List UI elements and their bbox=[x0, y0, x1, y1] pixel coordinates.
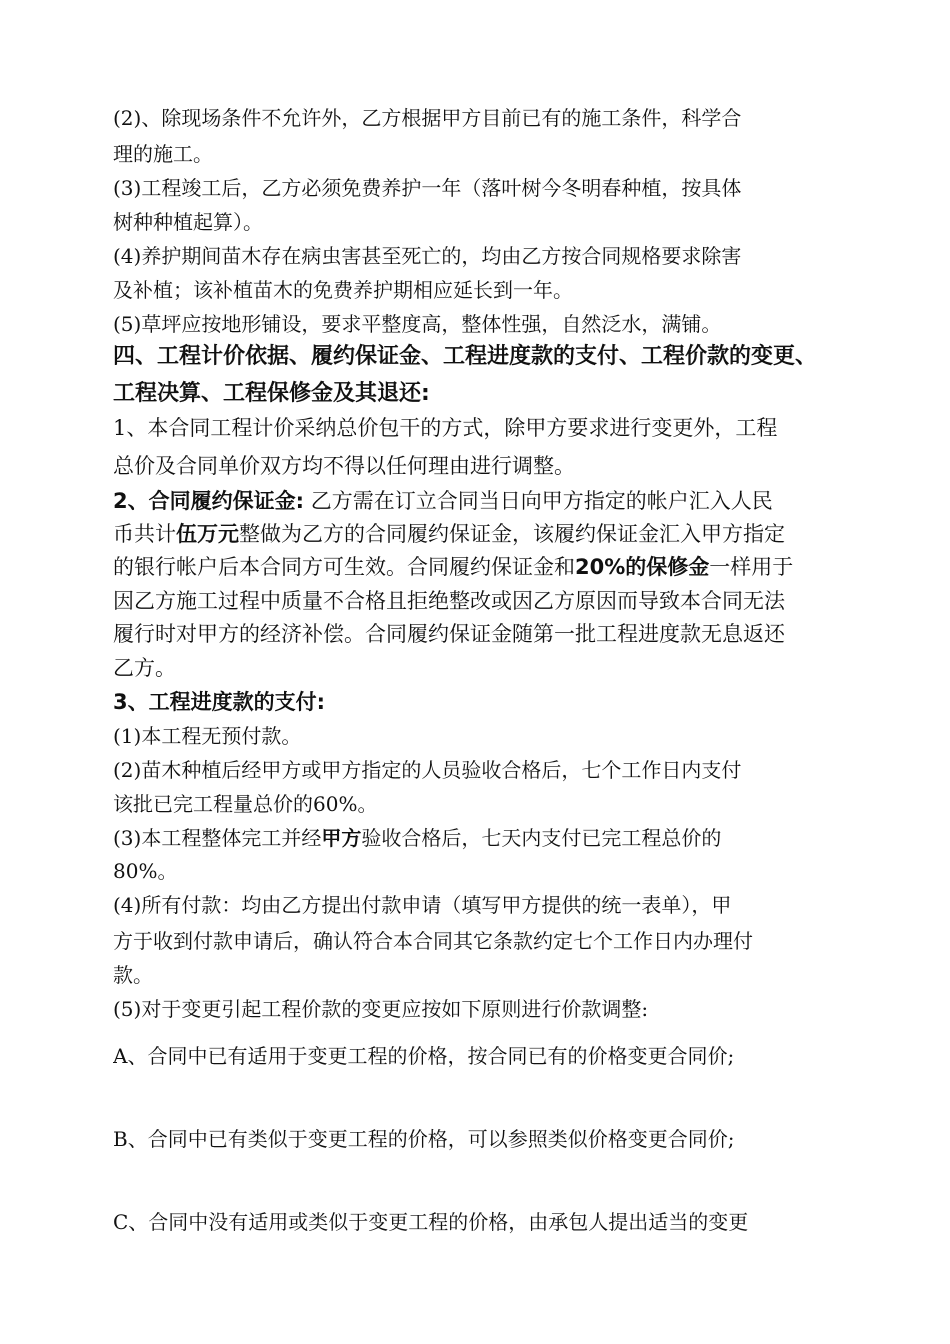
text-span: 验收合格后，七天内支付已完工程总价的 bbox=[361, 826, 722, 850]
text-line: (4)养护期间苗木存在病虫害甚至死亡的，均由乙方按合同规格要求除害 bbox=[113, 244, 742, 268]
text-line: 乙方。 bbox=[113, 656, 176, 680]
clause-heading: 2、合同履约保证金: bbox=[113, 489, 305, 513]
text-line: 该批已完工程量总价的60%。 bbox=[113, 792, 378, 816]
text-span: 一样用于 bbox=[709, 555, 794, 579]
text-line bbox=[113, 824, 843, 852]
text-line: C、合同中没有适用或类似于变更工程的价格，由承包人提出适当的变更 bbox=[113, 1210, 749, 1234]
text-line: A、合同中已有适用于变更工程的价格，按合同已有的价格变更合同价; bbox=[113, 1044, 735, 1068]
clause-heading: 3、工程进度款的支付: bbox=[113, 690, 326, 714]
text-line: (1)本工程无预付款。 bbox=[113, 724, 302, 748]
text-span: 乙方需在订立合同当日向甲方指定的帐户汇入人民 bbox=[304, 489, 773, 513]
bold-term: 甲方 bbox=[321, 826, 362, 850]
text-line: 树种种植起算）。 bbox=[113, 210, 263, 234]
text-line: (5)对于变更引起工程价款的变更应按如下原则进行价款调整: bbox=[113, 997, 649, 1021]
text-line: 总价及合同单价双方均不得以任何理由进行调整。 bbox=[113, 454, 575, 478]
section-heading: 工程决算、工程保修金及其退还: bbox=[113, 381, 430, 406]
text-line: 80%。 bbox=[113, 859, 178, 883]
text-line: 履行时对甲方的经济补偿。合同履约保证金随第一批工程进度款无息返还 bbox=[113, 622, 785, 646]
text-line: (2)、除现场条件不允许外，乙方根据甲方目前已有的施工条件，科学合 bbox=[113, 106, 742, 130]
text-line: 1、本合同工程计价采纳总价包干的方式，除甲方要求进行变更外，工程 bbox=[113, 416, 778, 440]
text-line: (4)所有付款：均由乙方提出付款申请（填写甲方提供的统一表单），甲 bbox=[113, 893, 732, 917]
text-span: 的银行帐户后本合同方可生效。合同履约保证金和 bbox=[113, 555, 575, 579]
text-line: (2)苗木种植后经甲方或甲方指定的人员验收合格后，七个工作日内支付 bbox=[113, 758, 742, 782]
text-line: 款。 bbox=[113, 963, 153, 987]
text-line bbox=[113, 553, 843, 581]
bold-amount: 伍万元 bbox=[176, 522, 239, 546]
text-line bbox=[113, 520, 843, 548]
text-span: 币共计 bbox=[113, 522, 176, 546]
text-line: 及补植；该补植苗木的免费养护期相应延长到一年。 bbox=[113, 278, 573, 302]
text-line: B、合同中已有类似于变更工程的价格，可以参照类似价格变更合同价; bbox=[113, 1127, 735, 1151]
text-line: 因乙方施工过程中质量不合格且拒绝整改或因乙方原因而导致本合同无法 bbox=[113, 589, 785, 613]
text-line: 理的施工。 bbox=[113, 142, 213, 166]
text-line: (3)工程竣工后，乙方必须免费养护一年（落叶树今冬明春种植，按具体 bbox=[113, 176, 742, 200]
bold-term: 20%的保修金 bbox=[575, 555, 710, 579]
text-line: 方于收到付款申请后，确认符合本合同其它条款约定七个工作日内办理付 bbox=[113, 929, 753, 953]
text-line: (5)草坪应按地形铺设，要求平整度高，整体性强，自然泛水，满铺。 bbox=[113, 312, 722, 336]
text-span: 整做为乙方的合同履约保证金，该履约保证金汇入甲方指定 bbox=[239, 522, 785, 546]
text-line bbox=[113, 487, 843, 515]
section-heading: 四、工程计价依据、履约保证金、工程进度款的支付、工程价款的变更、 bbox=[113, 344, 818, 369]
text-span: (3)本工程整体完工并经 bbox=[113, 826, 322, 850]
